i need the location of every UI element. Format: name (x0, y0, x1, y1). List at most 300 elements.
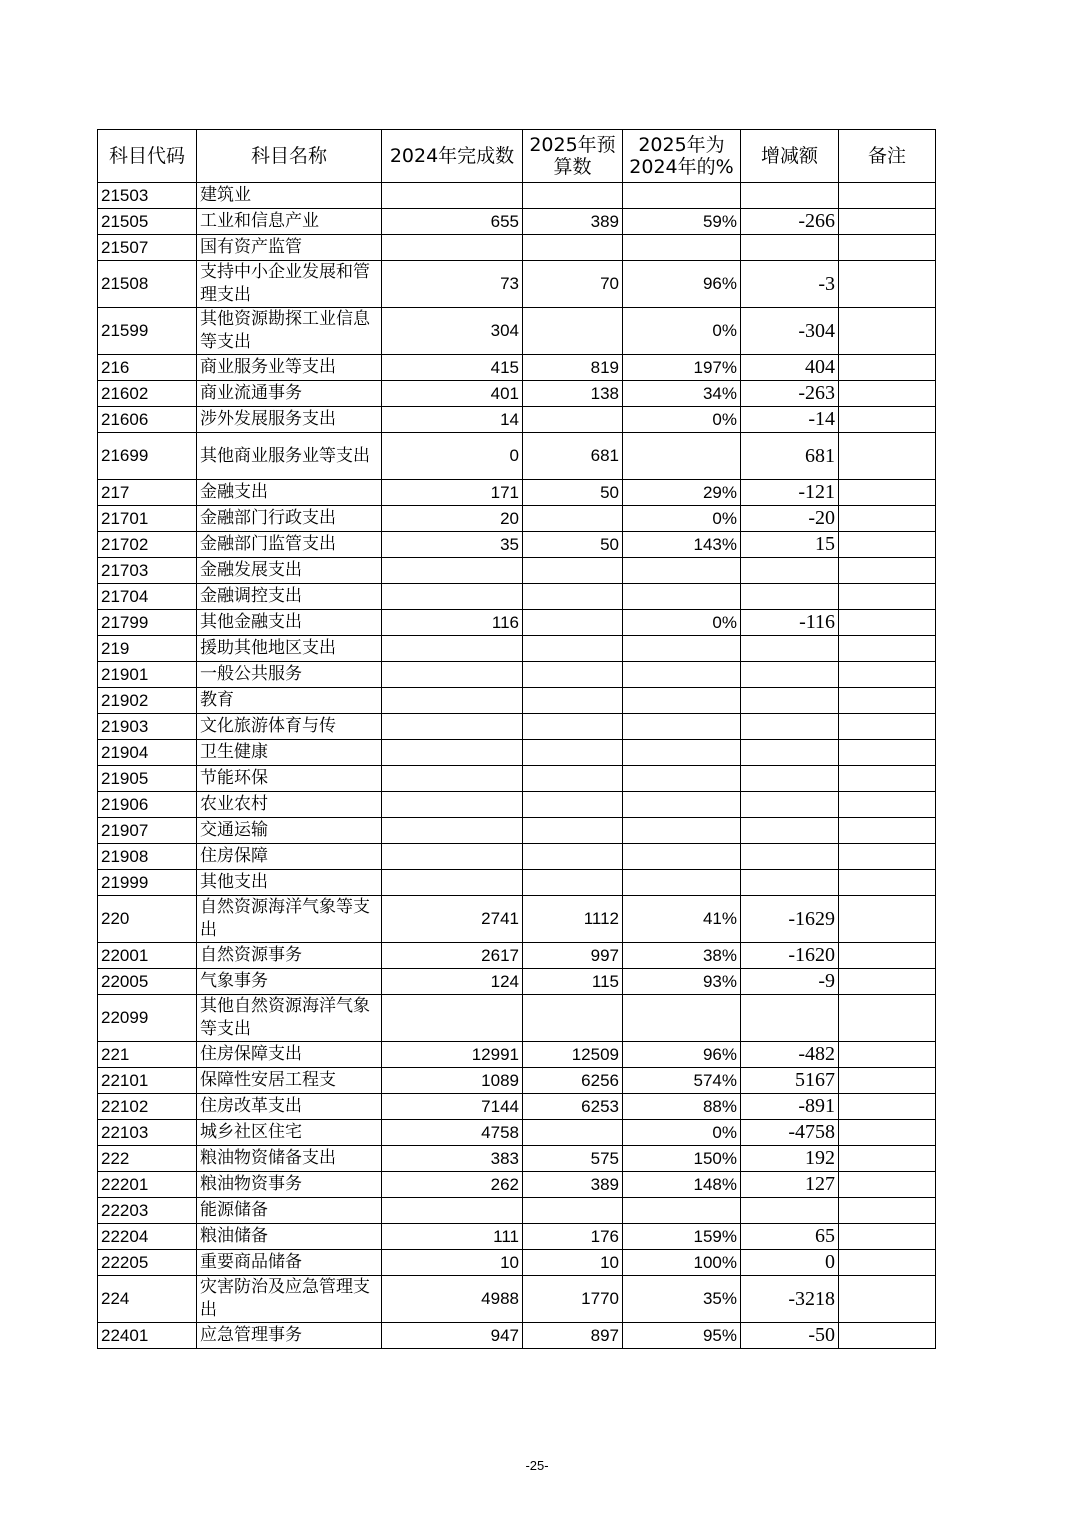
table-row (98, 969, 936, 995)
cell-change (741, 1198, 839, 1224)
cell-ratio: 0% (623, 308, 741, 355)
cell-ratio (623, 183, 741, 209)
cell-change: 15 (741, 532, 839, 558)
cell-actual-2024: 2617 (382, 943, 523, 969)
table-row (98, 1323, 936, 1349)
cell-subject-name: 住房改革支出 (197, 1094, 382, 1120)
cell-budget-2025: 897 (523, 1323, 623, 1349)
cell-subject-name: 节能环保 (197, 766, 382, 792)
cell-actual-2024: 171 (382, 480, 523, 506)
cell-budget-2025: 6253 (523, 1094, 623, 1120)
table-row (98, 896, 936, 943)
cell-subject-name: 应急管理事务 (197, 1323, 382, 1349)
cell-subject-code: 22099 (98, 995, 197, 1042)
cell-change (741, 183, 839, 209)
cell-budget-2025 (523, 844, 623, 870)
cell-change: -266 (741, 209, 839, 235)
table-row (98, 1198, 936, 1224)
cell-remark (839, 610, 936, 636)
cell-remark (839, 558, 936, 584)
cell-budget-2025: 115 (523, 969, 623, 995)
cell-ratio: 95% (623, 1323, 741, 1349)
cell-subject-name: 金融部门监管支出 (197, 532, 382, 558)
cell-budget-2025: 1770 (523, 1276, 623, 1323)
cell-subject-code: 21704 (98, 584, 197, 610)
cell-remark (839, 896, 936, 943)
table-row (98, 766, 936, 792)
cell-budget-2025 (523, 792, 623, 818)
cell-change (741, 688, 839, 714)
cell-actual-2024: 655 (382, 209, 523, 235)
cell-ratio (623, 870, 741, 896)
cell-subject-name: 其他金融支出 (197, 610, 382, 636)
cell-actual-2024 (382, 584, 523, 610)
cell-actual-2024 (382, 792, 523, 818)
cell-ratio: 0% (623, 407, 741, 433)
cell-ratio: 0% (623, 506, 741, 532)
cell-change: -1620 (741, 943, 839, 969)
cell-change (741, 818, 839, 844)
table-row (98, 1224, 936, 1250)
cell-actual-2024: 947 (382, 1323, 523, 1349)
cell-subject-code: 224 (98, 1276, 197, 1323)
cell-actual-2024 (382, 183, 523, 209)
cell-remark (839, 532, 936, 558)
cell-ratio: 159% (623, 1224, 741, 1250)
cell-subject-code: 216 (98, 355, 197, 381)
cell-ratio: 38% (623, 943, 741, 969)
table-row (98, 870, 936, 896)
cell-remark (839, 1250, 936, 1276)
cell-subject-code: 21599 (98, 308, 197, 355)
cell-change: -50 (741, 1323, 839, 1349)
cell-budget-2025 (523, 818, 623, 844)
cell-actual-2024: 4758 (382, 1120, 523, 1146)
table-row (98, 844, 936, 870)
cell-subject-name: 金融发展支出 (197, 558, 382, 584)
table-body (98, 183, 936, 1349)
cell-budget-2025 (523, 1198, 623, 1224)
cell-change: -304 (741, 308, 839, 355)
cell-budget-2025 (523, 714, 623, 740)
cell-subject-code: 22203 (98, 1198, 197, 1224)
cell-actual-2024: 124 (382, 969, 523, 995)
cell-actual-2024 (382, 844, 523, 870)
cell-change (741, 662, 839, 688)
cell-actual-2024: 0 (382, 433, 523, 480)
cell-remark (839, 1068, 936, 1094)
cell-subject-code: 21702 (98, 532, 197, 558)
cell-ratio (623, 792, 741, 818)
cell-ratio: 148% (623, 1172, 741, 1198)
table-row (98, 433, 936, 480)
cell-subject-code: 21908 (98, 844, 197, 870)
cell-actual-2024 (382, 1198, 523, 1224)
header-ratio: 2025年为2024年的% (623, 130, 741, 183)
cell-change: -1629 (741, 896, 839, 943)
cell-remark (839, 1276, 936, 1323)
cell-subject-code: 21701 (98, 506, 197, 532)
table-row (98, 381, 936, 407)
cell-budget-2025: 12509 (523, 1042, 623, 1068)
cell-remark (839, 209, 936, 235)
cell-change (741, 636, 839, 662)
cell-subject-code: 22401 (98, 1323, 197, 1349)
cell-remark (839, 969, 936, 995)
cell-remark (839, 714, 936, 740)
cell-budget-2025 (523, 584, 623, 610)
cell-subject-name: 商业服务业等支出 (197, 355, 382, 381)
cell-change: -3 (741, 261, 839, 308)
cell-ratio: 100% (623, 1250, 741, 1276)
cell-remark (839, 506, 936, 532)
cell-budget-2025: 1112 (523, 896, 623, 943)
cell-subject-name: 支持中小企业发展和管理支出 (197, 261, 382, 308)
cell-change (741, 714, 839, 740)
header-2024-actual: 2024年完成数 (382, 130, 523, 183)
cell-subject-code: 21606 (98, 407, 197, 433)
cell-actual-2024: 12991 (382, 1042, 523, 1068)
cell-subject-code: 21902 (98, 688, 197, 714)
cell-subject-code: 217 (98, 480, 197, 506)
cell-actual-2024 (382, 870, 523, 896)
cell-subject-name: 自然资源海洋气象等支出 (197, 896, 382, 943)
cell-subject-code: 21907 (98, 818, 197, 844)
cell-change: 0 (741, 1250, 839, 1276)
cell-budget-2025: 389 (523, 1172, 623, 1198)
cell-change: -4758 (741, 1120, 839, 1146)
cell-actual-2024: 7144 (382, 1094, 523, 1120)
table-row (98, 1250, 936, 1276)
cell-ratio: 41% (623, 896, 741, 943)
cell-actual-2024: 415 (382, 355, 523, 381)
table-row (98, 558, 936, 584)
cell-subject-name: 粮油物资储备支出 (197, 1146, 382, 1172)
cell-subject-name: 交通运输 (197, 818, 382, 844)
cell-change (741, 740, 839, 766)
cell-subject-name: 援助其他地区支出 (197, 636, 382, 662)
table-row (98, 943, 936, 969)
cell-actual-2024: 304 (382, 308, 523, 355)
cell-actual-2024 (382, 558, 523, 584)
cell-ratio (623, 714, 741, 740)
table-row (98, 235, 936, 261)
cell-subject-name: 气象事务 (197, 969, 382, 995)
cell-ratio: 88% (623, 1094, 741, 1120)
cell-remark (839, 381, 936, 407)
cell-change: 404 (741, 355, 839, 381)
cell-ratio: 35% (623, 1276, 741, 1323)
cell-ratio (623, 1198, 741, 1224)
cell-change: 681 (741, 433, 839, 480)
cell-budget-2025: 138 (523, 381, 623, 407)
cell-remark (839, 407, 936, 433)
cell-change: -121 (741, 480, 839, 506)
table-row (98, 636, 936, 662)
cell-actual-2024: 14 (382, 407, 523, 433)
cell-remark (839, 1323, 936, 1349)
table-row (98, 480, 936, 506)
table-row (98, 740, 936, 766)
cell-subject-name: 住房保障支出 (197, 1042, 382, 1068)
cell-budget-2025: 50 (523, 532, 623, 558)
cell-ratio (623, 844, 741, 870)
cell-change: 5167 (741, 1068, 839, 1094)
cell-subject-code: 21703 (98, 558, 197, 584)
cell-remark (839, 766, 936, 792)
table-row (98, 1172, 936, 1198)
cell-budget-2025 (523, 610, 623, 636)
cell-ratio: 197% (623, 355, 741, 381)
cell-remark (839, 943, 936, 969)
cell-subject-name: 涉外发展服务支出 (197, 407, 382, 433)
cell-ratio (623, 995, 741, 1042)
cell-remark (839, 308, 936, 355)
cell-subject-name: 农业农村 (197, 792, 382, 818)
cell-remark (839, 792, 936, 818)
cell-subject-code: 21901 (98, 662, 197, 688)
cell-actual-2024: 35 (382, 532, 523, 558)
cell-subject-code: 222 (98, 1146, 197, 1172)
cell-remark (839, 355, 936, 381)
cell-ratio (623, 636, 741, 662)
cell-subject-name: 金融部门行政支出 (197, 506, 382, 532)
cell-remark (839, 480, 936, 506)
cell-actual-2024 (382, 818, 523, 844)
cell-subject-name: 其他商业服务业等支出 (197, 433, 382, 480)
cell-ratio: 59% (623, 209, 741, 235)
cell-actual-2024: 2741 (382, 896, 523, 943)
header-change: 增减额 (741, 130, 839, 183)
cell-subject-code: 21507 (98, 235, 197, 261)
cell-change: 192 (741, 1146, 839, 1172)
cell-remark (839, 995, 936, 1042)
cell-subject-name: 自然资源事务 (197, 943, 382, 969)
cell-remark (839, 433, 936, 480)
cell-budget-2025: 10 (523, 1250, 623, 1276)
cell-actual-2024 (382, 688, 523, 714)
table-row (98, 355, 936, 381)
cell-remark (839, 1042, 936, 1068)
table-row (98, 792, 936, 818)
table-row (98, 995, 936, 1042)
cell-ratio (623, 584, 741, 610)
cell-subject-code: 21904 (98, 740, 197, 766)
cell-subject-code: 21602 (98, 381, 197, 407)
cell-ratio: 93% (623, 969, 741, 995)
cell-budget-2025: 6256 (523, 1068, 623, 1094)
cell-budget-2025 (523, 766, 623, 792)
table-row (98, 688, 936, 714)
cell-budget-2025 (523, 688, 623, 714)
cell-actual-2024 (382, 766, 523, 792)
cell-remark (839, 1094, 936, 1120)
cell-subject-name: 商业流通事务 (197, 381, 382, 407)
cell-subject-name: 保障性安居工程支 (197, 1068, 382, 1094)
table-row (98, 1120, 936, 1146)
cell-subject-code: 22101 (98, 1068, 197, 1094)
cell-budget-2025 (523, 870, 623, 896)
cell-ratio: 0% (623, 610, 741, 636)
table-row (98, 584, 936, 610)
cell-subject-code: 21903 (98, 714, 197, 740)
cell-actual-2024 (382, 235, 523, 261)
cell-subject-name: 城乡社区住宅 (197, 1120, 382, 1146)
cell-subject-name: 其他资源勘探工业信息等支出 (197, 308, 382, 355)
cell-change: -3218 (741, 1276, 839, 1323)
cell-subject-name: 金融调控支出 (197, 584, 382, 610)
cell-ratio (623, 235, 741, 261)
cell-change: -14 (741, 407, 839, 433)
cell-subject-name: 粮油物资事务 (197, 1172, 382, 1198)
cell-subject-code: 21503 (98, 183, 197, 209)
cell-change: -263 (741, 381, 839, 407)
cell-remark (839, 235, 936, 261)
cell-subject-code: 21799 (98, 610, 197, 636)
cell-change (741, 766, 839, 792)
cell-budget-2025: 575 (523, 1146, 623, 1172)
cell-ratio: 96% (623, 261, 741, 308)
table-row (98, 818, 936, 844)
cell-ratio: 29% (623, 480, 741, 506)
page-number: -25- (525, 1458, 549, 1473)
cell-subject-name: 住房保障 (197, 844, 382, 870)
cell-change: -116 (741, 610, 839, 636)
cell-remark (839, 183, 936, 209)
cell-subject-code: 22102 (98, 1094, 197, 1120)
table-row (98, 261, 936, 308)
cell-subject-name: 重要商品储备 (197, 1250, 382, 1276)
cell-budget-2025 (523, 183, 623, 209)
cell-budget-2025 (523, 636, 623, 662)
cell-remark (839, 584, 936, 610)
header-subject-name: 科目名称 (197, 130, 382, 183)
header-2025-budget: 2025年预算数 (523, 130, 623, 183)
cell-budget-2025 (523, 407, 623, 433)
cell-remark (839, 261, 936, 308)
cell-change (741, 844, 839, 870)
table-row (98, 308, 936, 355)
table-row (98, 1042, 936, 1068)
cell-subject-code: 21505 (98, 209, 197, 235)
cell-subject-name: 卫生健康 (197, 740, 382, 766)
cell-remark (839, 844, 936, 870)
cell-budget-2025: 389 (523, 209, 623, 235)
table-row (98, 506, 936, 532)
header-remark: 备注 (839, 130, 936, 183)
cell-subject-name: 能源储备 (197, 1198, 382, 1224)
budget-table (97, 129, 936, 1349)
cell-budget-2025: 176 (523, 1224, 623, 1250)
table-row (98, 407, 936, 433)
table-row (98, 714, 936, 740)
cell-ratio (623, 688, 741, 714)
table-row (98, 209, 936, 235)
table-row (98, 532, 936, 558)
cell-actual-2024 (382, 995, 523, 1042)
cell-budget-2025: 819 (523, 355, 623, 381)
cell-subject-name: 一般公共服务 (197, 662, 382, 688)
cell-actual-2024: 383 (382, 1146, 523, 1172)
cell-ratio (623, 433, 741, 480)
cell-subject-code: 21699 (98, 433, 197, 480)
cell-actual-2024: 116 (382, 610, 523, 636)
cell-actual-2024 (382, 714, 523, 740)
cell-subject-code: 22001 (98, 943, 197, 969)
cell-remark (839, 1120, 936, 1146)
cell-subject-code: 22204 (98, 1224, 197, 1250)
cell-ratio (623, 766, 741, 792)
cell-actual-2024: 20 (382, 506, 523, 532)
cell-remark (839, 636, 936, 662)
cell-ratio (623, 818, 741, 844)
cell-subject-name: 教育 (197, 688, 382, 714)
cell-budget-2025 (523, 740, 623, 766)
cell-budget-2025 (523, 1120, 623, 1146)
cell-subject-name: 其他支出 (197, 870, 382, 896)
table-row (98, 662, 936, 688)
table-row (98, 610, 936, 636)
table-row (98, 1094, 936, 1120)
cell-change: -482 (741, 1042, 839, 1068)
cell-subject-code: 21508 (98, 261, 197, 308)
cell-ratio: 143% (623, 532, 741, 558)
cell-remark (839, 1198, 936, 1224)
cell-subject-code: 22005 (98, 969, 197, 995)
cell-budget-2025: 681 (523, 433, 623, 480)
cell-actual-2024: 73 (382, 261, 523, 308)
cell-subject-name: 金融支出 (197, 480, 382, 506)
cell-budget-2025: 50 (523, 480, 623, 506)
cell-change (741, 792, 839, 818)
cell-subject-code: 21906 (98, 792, 197, 818)
cell-subject-name: 其他自然资源海洋气象等支出 (197, 995, 382, 1042)
cell-subject-name: 灾害防治及应急管理支出 (197, 1276, 382, 1323)
cell-budget-2025 (523, 558, 623, 584)
cell-remark (839, 870, 936, 896)
cell-remark (839, 818, 936, 844)
cell-subject-code: 22103 (98, 1120, 197, 1146)
cell-change (741, 995, 839, 1042)
table-row (98, 1068, 936, 1094)
cell-change: -20 (741, 506, 839, 532)
cell-remark (839, 662, 936, 688)
cell-change (741, 584, 839, 610)
cell-change (741, 235, 839, 261)
cell-subject-code: 219 (98, 636, 197, 662)
cell-subject-code: 22205 (98, 1250, 197, 1276)
cell-budget-2025: 70 (523, 261, 623, 308)
cell-ratio: 0% (623, 1120, 741, 1146)
cell-remark (839, 740, 936, 766)
table-header-row (98, 130, 936, 183)
cell-change (741, 870, 839, 896)
cell-subject-name: 文化旅游体育与传 (197, 714, 382, 740)
cell-ratio (623, 662, 741, 688)
cell-change: -891 (741, 1094, 839, 1120)
cell-subject-code: 221 (98, 1042, 197, 1068)
header-subject-code: 科目代码 (98, 130, 197, 183)
cell-change: 127 (741, 1172, 839, 1198)
cell-ratio: 34% (623, 381, 741, 407)
cell-ratio: 574% (623, 1068, 741, 1094)
cell-ratio (623, 740, 741, 766)
table-row (98, 1146, 936, 1172)
cell-budget-2025 (523, 995, 623, 1042)
cell-change (741, 558, 839, 584)
table-row (98, 1276, 936, 1323)
cell-budget-2025 (523, 662, 623, 688)
